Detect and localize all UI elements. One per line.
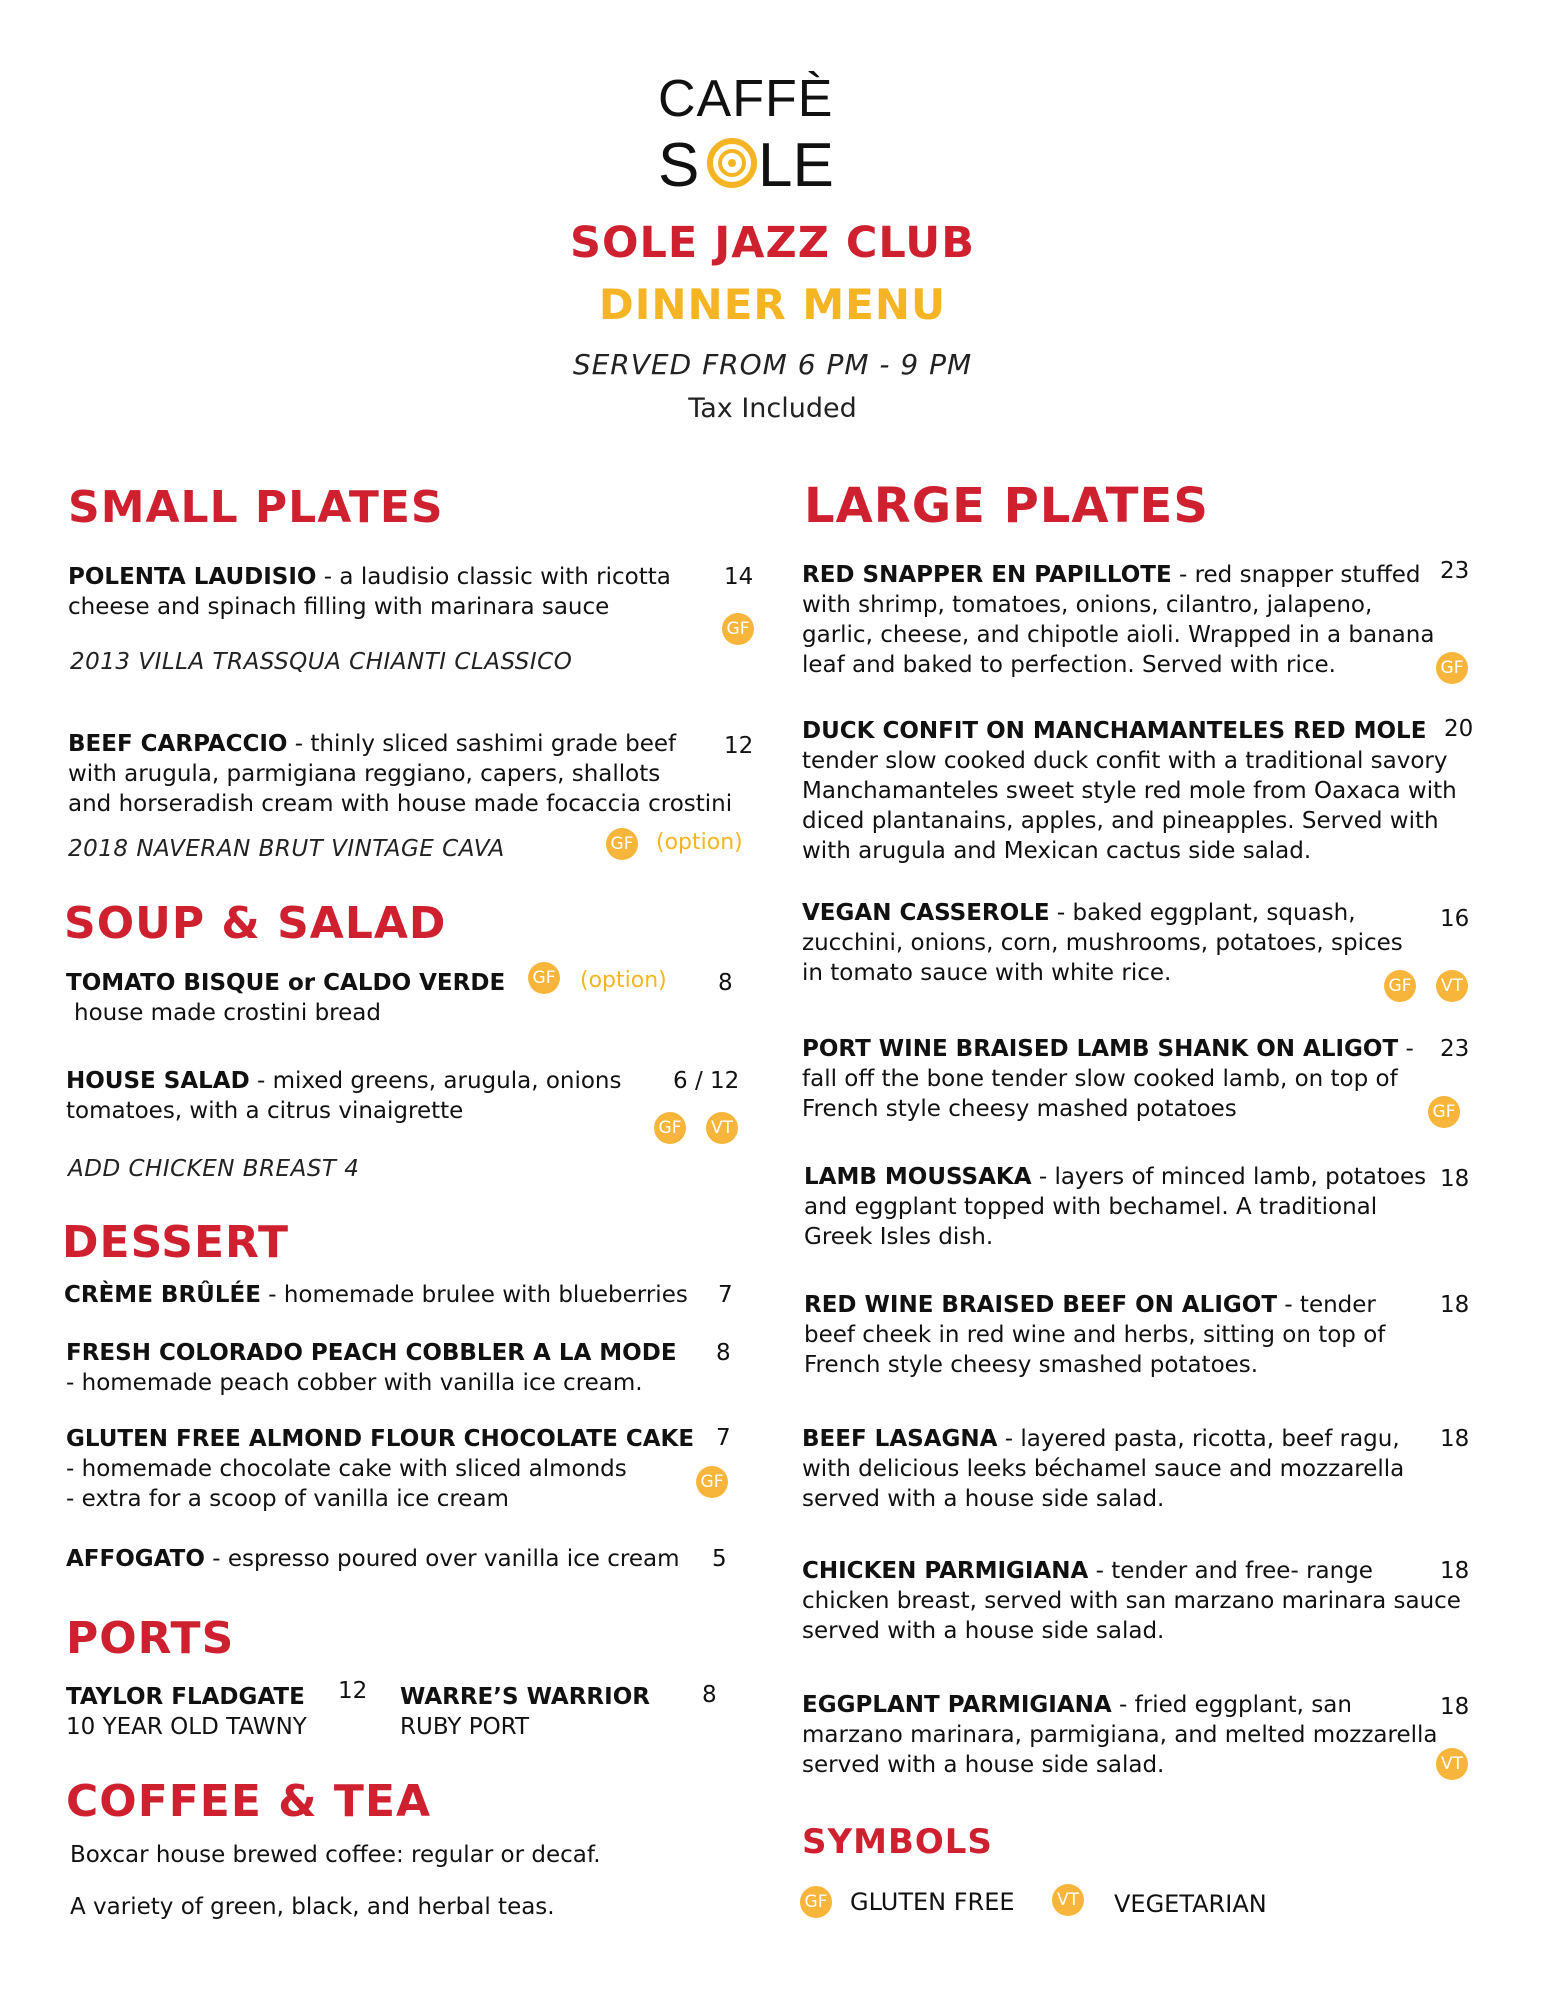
price-duck-confit: 20: [1444, 716, 1474, 742]
coffee-line: Boxcar house brewed coffee: regular or decaf.: [70, 1842, 601, 1868]
page-subtitle: DINNER MENU: [598, 280, 947, 329]
price-chocolate-cake: 7: [716, 1425, 731, 1451]
gluten-free-icon: GF: [654, 1112, 686, 1144]
section-small-plates: SMALL PLATES: [68, 482, 444, 533]
price-house-salad: 6 / 12: [673, 1068, 740, 1094]
gf-option-note: (option): [656, 830, 743, 855]
gluten-free-icon: GF: [800, 1886, 832, 1918]
price-taylor-fladgate: 12: [338, 1678, 368, 1704]
gluten-free-icon: GF: [1384, 970, 1416, 1002]
price-polenta: 14: [724, 564, 754, 590]
section-coffee-tea: COFFEE & TEA: [66, 1776, 432, 1827]
price-chicken-parmigiana: 18: [1440, 1558, 1470, 1584]
price-peach-cobbler: 8: [716, 1340, 731, 1366]
menu-item-red-snapper: RED SNAPPER EN PAPILLOTE - red snapper stuffed with shrimp, tomatoes, onions, cilantro, jalapeno, garlic, cheese, and chipotle aioli. Wrapped in a banana leaf and baked to perfection. Served with rice.: [802, 562, 1435, 678]
tea-line: A variety of green, black, and herbal teas.: [70, 1894, 555, 1920]
addon-chicken-breast: ADD CHICKEN BREAST 4: [68, 1156, 360, 1182]
tax-note: Tax Included: [688, 393, 857, 424]
vegetarian-icon: VT: [1436, 1748, 1468, 1780]
legend-vegetarian: VEGETARIAN: [1114, 1890, 1267, 1918]
logo-word-caffe: CAFFÈ: [658, 70, 834, 128]
menu-item-bisque: TOMATO BISQUE or CALDO VERDE house made crostini bread: [66, 970, 506, 1026]
price-carpaccio: 12: [724, 733, 754, 759]
price-warres-warrior: 8: [702, 1682, 717, 1708]
vegetarian-icon: VT: [1052, 1884, 1084, 1916]
vegetarian-icon: VT: [1436, 970, 1468, 1002]
price-beef-aligot: 18: [1440, 1292, 1470, 1318]
gluten-free-icon: GF: [722, 613, 754, 645]
gluten-free-icon: GF: [696, 1466, 728, 1498]
section-symbols: SYMBOLS: [802, 1822, 993, 1862]
price-bisque: 8: [718, 970, 733, 996]
price-lamb-moussaka: 18: [1440, 1166, 1470, 1192]
price-eggplant-parmigiana: 18: [1440, 1694, 1470, 1720]
menu-item-vegan-casserole: VEGAN CASSEROLE - baked eggplant, squash, zucchini, onions, corn, mushrooms, potatoes, spices in tomato sauce with white rice.: [802, 900, 1403, 986]
menu-item-lamb-moussaka: LAMB MOUSSAKA - layers of minced lamb, potatoes and eggplant topped with bechamel. A traditional Greek Isles dish.: [804, 1164, 1427, 1250]
section-large-plates: LARGE PLATES: [804, 478, 1209, 534]
gluten-free-icon: GF: [606, 828, 638, 860]
port-taylor-fladgate: TAYLOR FLADGATE 10 YEAR OLD TAWNY: [66, 1684, 307, 1740]
vegetarian-icon: VT: [706, 1112, 738, 1144]
menu-item-beef-aligot: RED WINE BRAISED BEEF ON ALIGOT - tender beef cheek in red wine and herbs, sitting on top of French style cheesy smashed potatoes.: [804, 1292, 1386, 1378]
menu-item-peach-cobbler: FRESH COLORADO PEACH COBBLER A LA MODE - homemade peach cobber with vanilla ice cream.: [66, 1340, 677, 1396]
menu-item-carpaccio: BEEF CARPACCIO - thinly sliced sashimi grade beef with arugula, parmigiana reggiano, capers, shallots and horseradish cream with house made focaccia crostini: [68, 731, 733, 817]
price-affogato: 5: [712, 1546, 727, 1572]
caffe-sole-logo: [640, 60, 900, 200]
price-vegan-casserole: 16: [1440, 906, 1470, 932]
wine-pairing-carpaccio: 2018 NAVERAN BRUT VINTAGE CAVA: [68, 836, 505, 862]
menu-item-duck-confit: DUCK CONFIT ON MANCHAMANTELES RED MOLE tender slow cooked duck confit with a traditional savory Manchamanteles sweet style red mole from Oaxaca with diced plantanains, apples, and pineapples. Served with with arugula and Mexican cactus side salad.: [802, 718, 1457, 864]
menu-item-house-salad: HOUSE SALAD - mixed greens, arugula, onions tomatoes, with a citrus vinaigrette: [66, 1068, 622, 1124]
section-dessert: DESSERT: [62, 1217, 289, 1268]
section-soup-salad: SOUP & SALAD: [64, 898, 447, 949]
section-ports: PORTS: [66, 1613, 235, 1664]
menu-item-affogato: AFFOGATO - espresso poured over vanilla ice cream: [66, 1546, 680, 1572]
price-lamb-shank: 23: [1440, 1036, 1470, 1062]
port-warres-warrior: WARRE’S WARRIOR RUBY PORT: [400, 1684, 650, 1740]
svg-text:S: S: [658, 131, 700, 200]
price-creme-brulee: 7: [718, 1282, 733, 1308]
gf-option-note: (option): [580, 968, 667, 993]
menu-item-creme-brulee: CRÈME BRÛLÉE - homemade brulee with blueberries: [64, 1282, 688, 1308]
svg-text:LE: LE: [758, 131, 834, 200]
wine-pairing-polenta: 2013 VILLA TRASSQUA CHIANTI CLASSICO: [70, 649, 573, 675]
gluten-free-icon: GF: [1436, 652, 1468, 684]
service-hours: SERVED FROM 6 PM - 9 PM: [572, 348, 973, 381]
price-red-snapper: 23: [1440, 558, 1470, 584]
price-beef-lasagna: 18: [1440, 1426, 1470, 1452]
gluten-free-icon: GF: [1428, 1096, 1460, 1128]
menu-item-chicken-parmigiana: CHICKEN PARMIGIANA - tender and free- range chicken breast, served with san marzano marinara sauce served with a house side salad.: [802, 1558, 1461, 1644]
gluten-free-icon: GF: [528, 962, 560, 994]
menu-item-lamb-shank: PORT WINE BRAISED LAMB SHANK ON ALIGOT - fall off the bone tender slow cooked lamb, on top of French style cheesy mashed potatoes: [802, 1036, 1414, 1122]
menu-item-polenta: POLENTA LAUDISIO - a laudisio classic with ricotta cheese and spinach filling with marinara sauce: [68, 564, 671, 620]
legend-gluten-free: GLUTEN FREE: [850, 1888, 1015, 1916]
menu-item-eggplant-parmigiana: EGGPLANT PARMIGIANA - fried eggplant, san marzano marinara, parmigiana, and melted mozzarella served with a house side salad.: [802, 1692, 1438, 1778]
page-title: SOLE JAZZ CLUB: [570, 218, 975, 268]
menu-item-beef-lasagna: BEEF LASAGNA - layered pasta, ricotta, beef ragu, with delicious leeks béchamel sauce and mozzarella served with a house side salad.: [802, 1426, 1405, 1512]
menu-item-chocolate-cake: GLUTEN FREE ALMOND FLOUR CHOCOLATE CAKE - homemade chocolate cake with sliced almonds - extra for a scoop of vanilla ice cream: [66, 1426, 695, 1512]
